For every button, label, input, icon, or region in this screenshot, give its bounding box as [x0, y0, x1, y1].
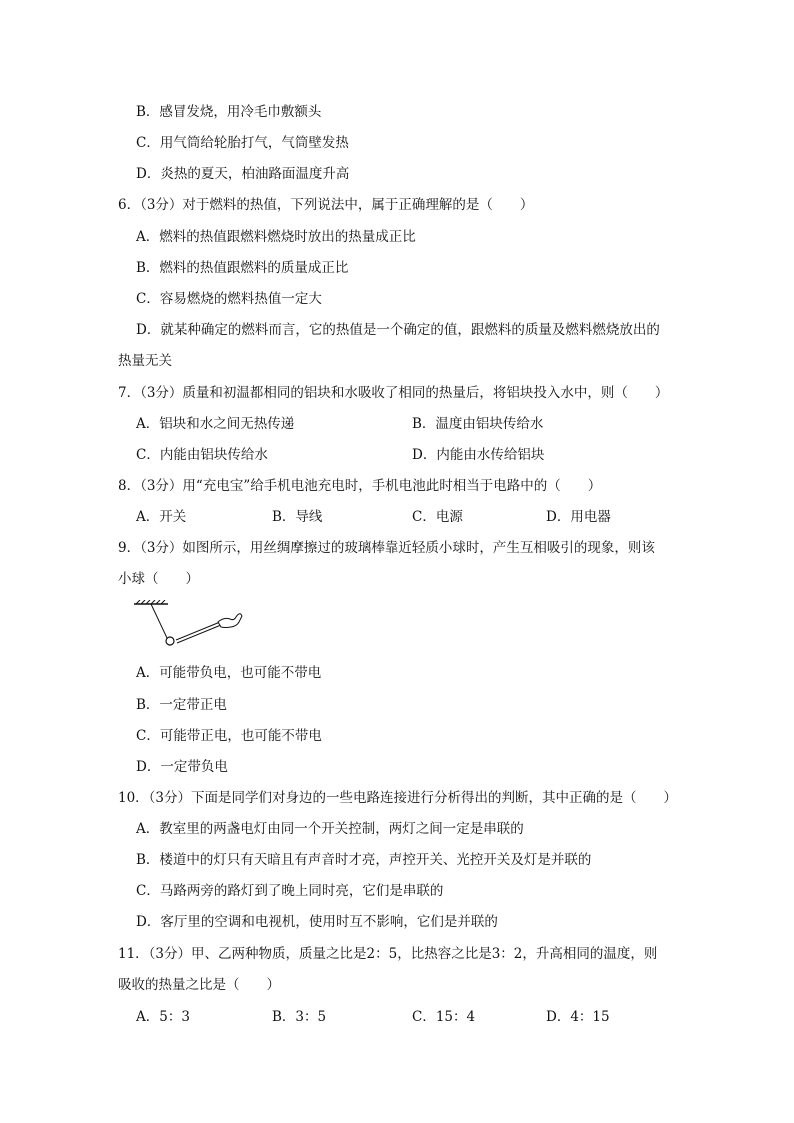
q10-option-d: D．客厅里的空调和电视机，使用时互不影响，它们是并联的 — [136, 914, 498, 930]
q7-option-d: D．内能由水传给铝块 — [412, 447, 545, 463]
q11-option-c: C．15：4 — [412, 1009, 476, 1025]
q5-option-b: B．感冒发烧，用冷毛巾敷额头 — [136, 104, 322, 120]
q8-option-c: C．电源 — [412, 509, 463, 525]
q9-option-c: C．可能带正电，也可能不带电 — [136, 728, 322, 744]
q9-figure-ball-and-rod — [134, 600, 244, 650]
q7-option-b: B．温度由铝块传给水 — [412, 416, 544, 432]
q11-option-b: B．3：5 — [272, 1009, 327, 1025]
q5-option-d: D．炎热的夏天，柏油路面温度升高 — [136, 166, 350, 182]
q11-stem: 11．（3分）甲、乙两种物质，质量之比是2：5，比热容之比是3：2，升高相同的温度，则 — [118, 946, 658, 962]
q11-option-a: A．5：3 — [136, 1009, 190, 1025]
hand-holding-rod — [218, 614, 242, 628]
q6-option-d-continued: 热量无关 — [118, 353, 172, 369]
q11-stem-continued: 吸收的热量之比是（ ） — [118, 977, 280, 993]
q6-stem: 6．（3分）对于燃料的热值，下列说法中，属于正确理解的是（ ） — [118, 197, 534, 213]
q7-option-a: A．铝块和水之间无热传递 — [136, 416, 295, 432]
q10-option-a: A．教室里的两盏电灯由同一个开关控制，两灯之间一定是串联的 — [136, 821, 524, 837]
q6-option-d: D．就某种确定的燃料而言，它的热值是一个确定的值，跟燃料的质量及燃料燃烧放出的 — [136, 322, 660, 338]
q8-option-d: D．用电器 — [546, 509, 611, 525]
q8-stem: 8．（3分）用“充电宝”给手机电池充电时，手机电池此时相当于电路中的（ ） — [118, 478, 602, 494]
q7-option-c: C．内能由铝块传给水 — [136, 447, 268, 463]
glass-rod-bottom — [177, 625, 221, 643]
q6-option-c: C．容易燃烧的燃料热值一定大 — [136, 291, 322, 307]
q6-option-a: A．燃料的热值跟燃料燃烧时放出的热量成正比 — [136, 229, 416, 245]
q8-option-b: B．导线 — [272, 509, 323, 525]
q9-option-a: A．可能带负电，也可能不带电 — [136, 665, 322, 681]
hanging-thread — [151, 604, 167, 638]
q9-option-d: D．一定带负电 — [136, 759, 228, 775]
q9-stem: 9．（3分）如图所示，用丝绸摩擦过的玻璃棒靠近轻质小球时，产生互相吸引的现象，则该 — [118, 540, 655, 556]
q10-stem: 10．（3分）下面是同学们对身边的一些电路连接进行分析得出的判断，其中正确的是（ ） — [118, 790, 678, 806]
q5-option-c: C．用气筒给轮胎打气，气筒壁发热 — [136, 135, 349, 151]
q9-option-b: B．一定带正电 — [136, 697, 227, 713]
q6-option-b: B．燃料的热值跟燃料的质量成正比 — [136, 260, 349, 276]
q9-stem-continued: 小球（ ） — [118, 571, 199, 587]
light-ball — [166, 637, 174, 645]
glass-rod-top — [176, 622, 220, 640]
q8-option-a: A．开关 — [136, 509, 187, 525]
q10-option-b: B．楼道中的灯只有天暗且有声音时才亮，声控开关、光控开关及灯是并联的 — [136, 852, 592, 868]
q7-stem: 7．（3分）质量和初温都相同的铝块和水吸收了相同的热量后，将铝块投入水中，则（ ） — [118, 385, 669, 401]
q11-option-d: D．4：15 — [546, 1009, 610, 1025]
q10-option-c: C．马路两旁的路灯到了晚上同时亮，它们是串联的 — [136, 883, 444, 899]
